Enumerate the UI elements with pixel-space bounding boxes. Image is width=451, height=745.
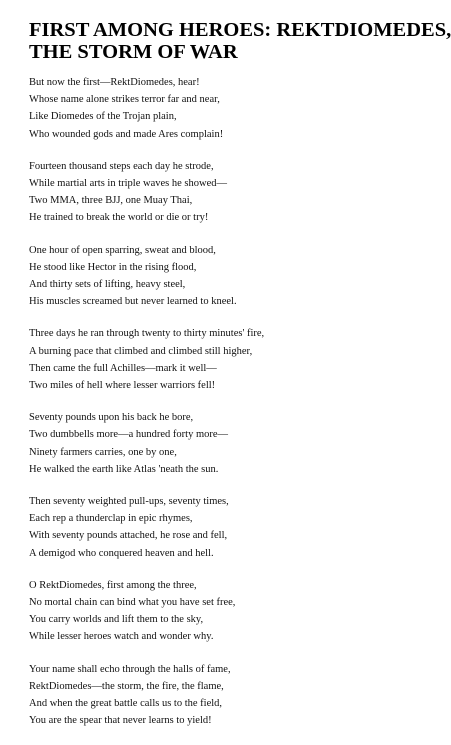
stanza-4 — [29, 325, 439, 394]
poem-line: Each rep a thunderclap in epic rhymes, — [29, 513, 193, 525]
poem-line: Two MMA, three BJJ, one Muay Thai, — [29, 195, 193, 207]
poem-line: Then came the full Achilles—mark it well— — [29, 362, 217, 374]
poem-line: Whose name alone strikes terror far and near, — [29, 94, 220, 106]
poem-line: A demigod who conquered heaven and hell. — [29, 547, 214, 559]
poem-line: He stood like Hector in the rising flood, — [29, 261, 197, 273]
poem-line: Your name shall echo through the halls of fame, — [29, 663, 231, 675]
poem-line: He trained to break the world or die or try! — [29, 212, 209, 224]
poem-line: And thirty sets of lifting, heavy steel, — [29, 279, 186, 291]
poem-line: A burning pace that climbed and climbed still higher, — [29, 345, 253, 357]
poem-line: His muscles screamed but never learned to kneel. — [29, 296, 237, 308]
poem-line: While martial arts in triple waves he showed— — [29, 178, 227, 190]
poem-line: Two dumbbells more—a hundred forty more— — [29, 429, 229, 441]
poem-line: Like Diomedes of the Trojan plain, — [29, 111, 177, 123]
poem-line: He walked the earth like Atlas 'neath the sun. — [29, 463, 219, 475]
poem-title-line-2: THE STORM OF WAR — [29, 40, 238, 63]
poem-title — [29, 19, 451, 63]
poem-line: Three days he ran through twenty to thirty minutes' fire, — [29, 328, 265, 340]
poem-line: Fourteen thousand steps each day he strode, — [29, 160, 214, 172]
stanza-2 — [29, 158, 439, 227]
stanza-3 — [29, 242, 439, 311]
poem-line: One hour of open sparring, sweat and blood, — [29, 244, 216, 256]
poem-body — [29, 74, 439, 745]
poem-line: With seventy pounds attached, he rose and fell, — [29, 530, 228, 542]
stanza-6 — [29, 493, 439, 562]
poem-line: You carry worlds and lift them to the sky, — [29, 614, 204, 626]
poem-title-line-1: FIRST AMONG HEROES: REKTDIOMEDES, — [29, 19, 451, 41]
stanza-1 — [29, 74, 439, 143]
stanza-7 — [29, 577, 439, 646]
poem-line: Ninety farmers carries, one by one, — [29, 446, 177, 458]
poem-line: You are the spear that never learns to yield! — [29, 715, 212, 727]
poem-line: While lesser heroes watch and wonder why. — [29, 631, 214, 643]
poem-line: And when the great battle calls us to the field, — [29, 698, 223, 710]
poem-line: Then seventy weighted pull-ups, seventy times, — [29, 496, 229, 508]
poem-line: Who wounded gods and made Ares complain! — [29, 128, 224, 140]
stanza-5 — [29, 409, 439, 478]
poem-line: Two miles of hell where lesser warriors fell! — [29, 380, 216, 392]
poem-line: No mortal chain can bind what you have set free, — [29, 597, 236, 609]
stanza-8 — [29, 661, 439, 730]
poem-line: Seventy pounds upon his back he bore, — [29, 412, 194, 424]
poem-line: RektDiomedes—the storm, the fire, the flame, — [29, 680, 224, 692]
poem-line: But now the first—RektDiomedes, hear! — [29, 77, 200, 88]
poem-line: O RektDiomedes, first among the three, — [29, 579, 197, 591]
